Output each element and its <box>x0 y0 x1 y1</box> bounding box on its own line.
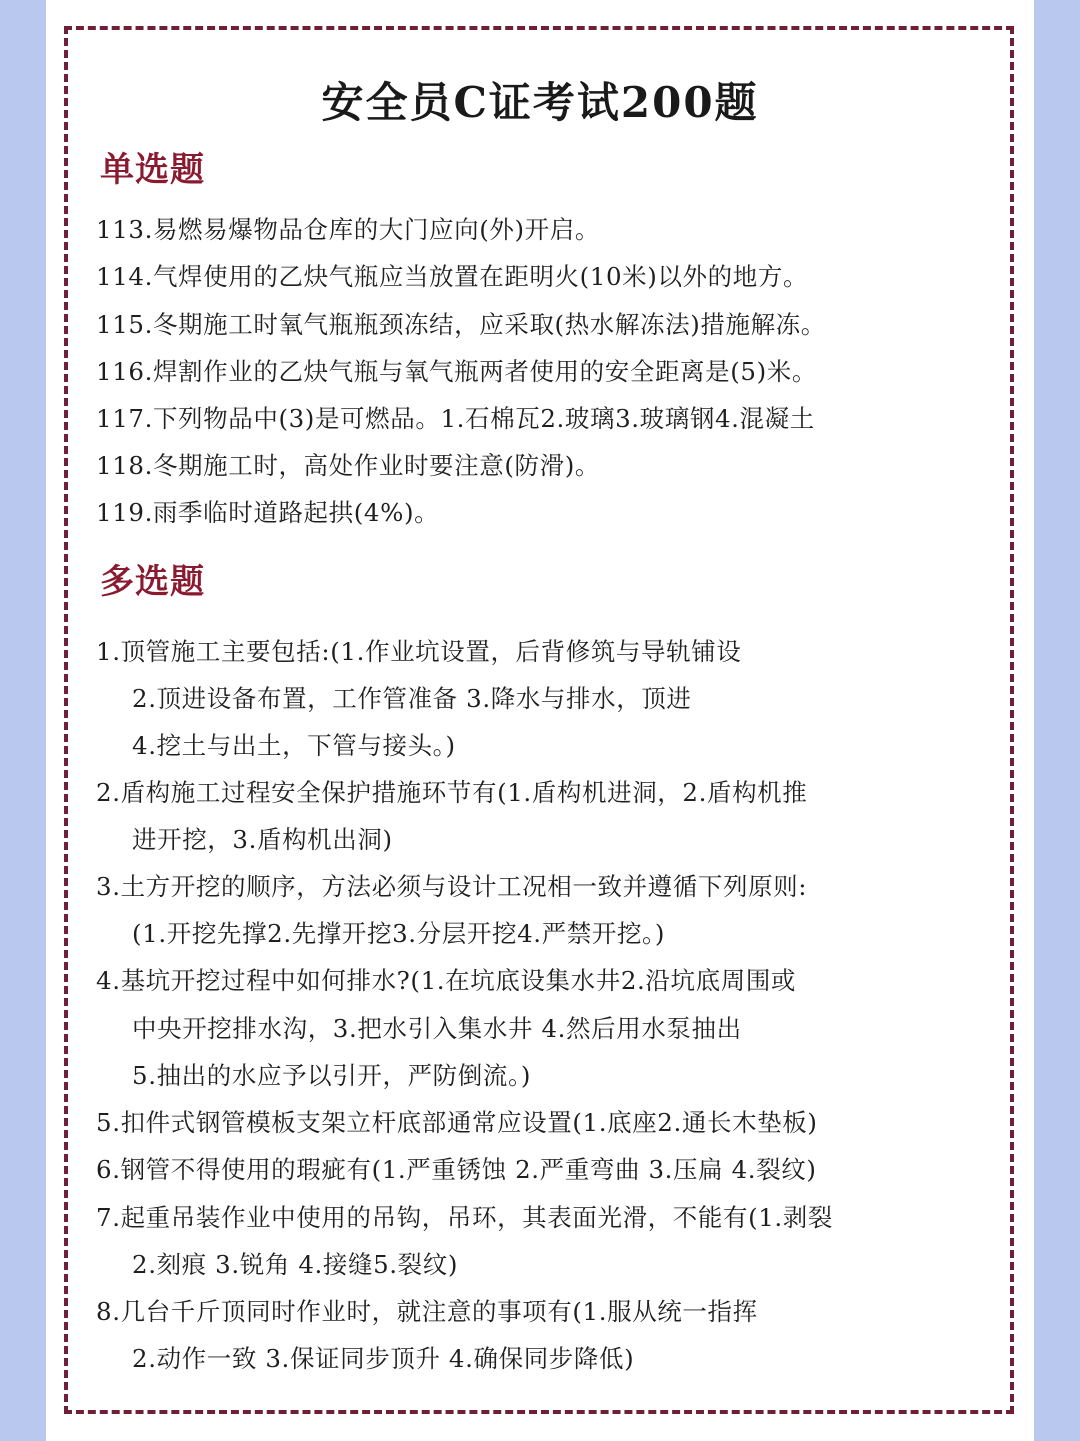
multi-choice-line: 5.抽出的水应予以引开，严防倒流。) <box>132 1061 531 1090</box>
single-choice-item-114: 114.气焊使用的乙炔气瓶应当放置在距明火(10米)以外的地方。 <box>96 262 809 291</box>
multi-choice-line: 7.起重吊装作业中使用的吊钩，吊环，其表面光滑，不能有(1.剥裂 <box>96 1203 834 1232</box>
single-choice-item-116: 116.焊割作业的乙炔气瓶与氧气瓶两者使用的安全距离是(5)米。 <box>96 357 817 386</box>
multi-choice-line: 3.土方开挖的顺序，方法必须与设计工况相一致并遵循下列原则: <box>96 872 808 901</box>
multiple-choice-heading: 多选题 <box>100 562 205 602</box>
single-choice-item-115: 115.冬期施工时氧气瓶瓶颈冻结，应采取(热水解冻法)措施解冻。 <box>96 310 826 339</box>
multi-choice-line: 6.钢管不得使用的瑕疵有(1.严重锈蚀 2.严重弯曲 3.压扁 4.裂纹) <box>96 1155 817 1184</box>
single-choice-item-119: 119.雨季临时道路起拱(4%)。 <box>96 498 440 527</box>
multi-choice-line: (1.开挖先撑2.先撑开挖3.分层开挖4.严禁开挖。) <box>132 919 666 948</box>
single-choice-item-117: 117.下列物品中(3)是可燃品。1.石棉瓦2.玻璃3.玻璃钢4.混凝土 <box>96 404 815 433</box>
multi-choice-line: 2.盾构施工过程安全保护措施环节有(1.盾构机进洞，2.盾构机推 <box>96 778 808 807</box>
multi-choice-line: 5.扣件式钢管模板支架立杆底部通常应设置(1.底座2.通长木垫板) <box>96 1108 818 1137</box>
multi-choice-line: 进开挖，3.盾构机出洞) <box>132 825 393 854</box>
multi-choice-line: 2.动作一致 3.保证同步顶升 4.确保同步降低) <box>132 1344 635 1373</box>
multi-choice-line: 中央开挖排水沟，3.把水引入集水井 4.然后用水泵抽出 <box>132 1014 742 1043</box>
single-choice-item-118: 118.冬期施工时，高处作业时要注意(防滑)。 <box>96 451 600 480</box>
single-choice-heading: 单选题 <box>100 150 205 190</box>
multi-choice-line: 4.挖土与出土，下管与接头。) <box>132 731 456 760</box>
multi-choice-line: 2.顶进设备布置，工作管准备 3.降水与排水，顶进 <box>132 684 692 713</box>
page-title: 安全员C证考试200题 <box>321 78 759 127</box>
single-choice-item-113: 113.易燃易爆物品仓库的大门应向(外)开启。 <box>96 215 600 244</box>
multi-choice-line: 1.顶管施工主要包括:(1.作业坑设置，后背修筑与导轨铺设 <box>96 637 742 666</box>
multi-choice-line: 2.刻痕 3.锐角 4.接缝5.裂纹) <box>132 1250 459 1279</box>
multi-choice-line: 4.基坑开挖过程中如何排水?(1.在坑底设集水井2.沿坑底周围或 <box>96 966 797 995</box>
multi-choice-line: 8.几台千斤顶同时作业时，就注意的事项有(1.服从统一指挥 <box>96 1297 758 1326</box>
